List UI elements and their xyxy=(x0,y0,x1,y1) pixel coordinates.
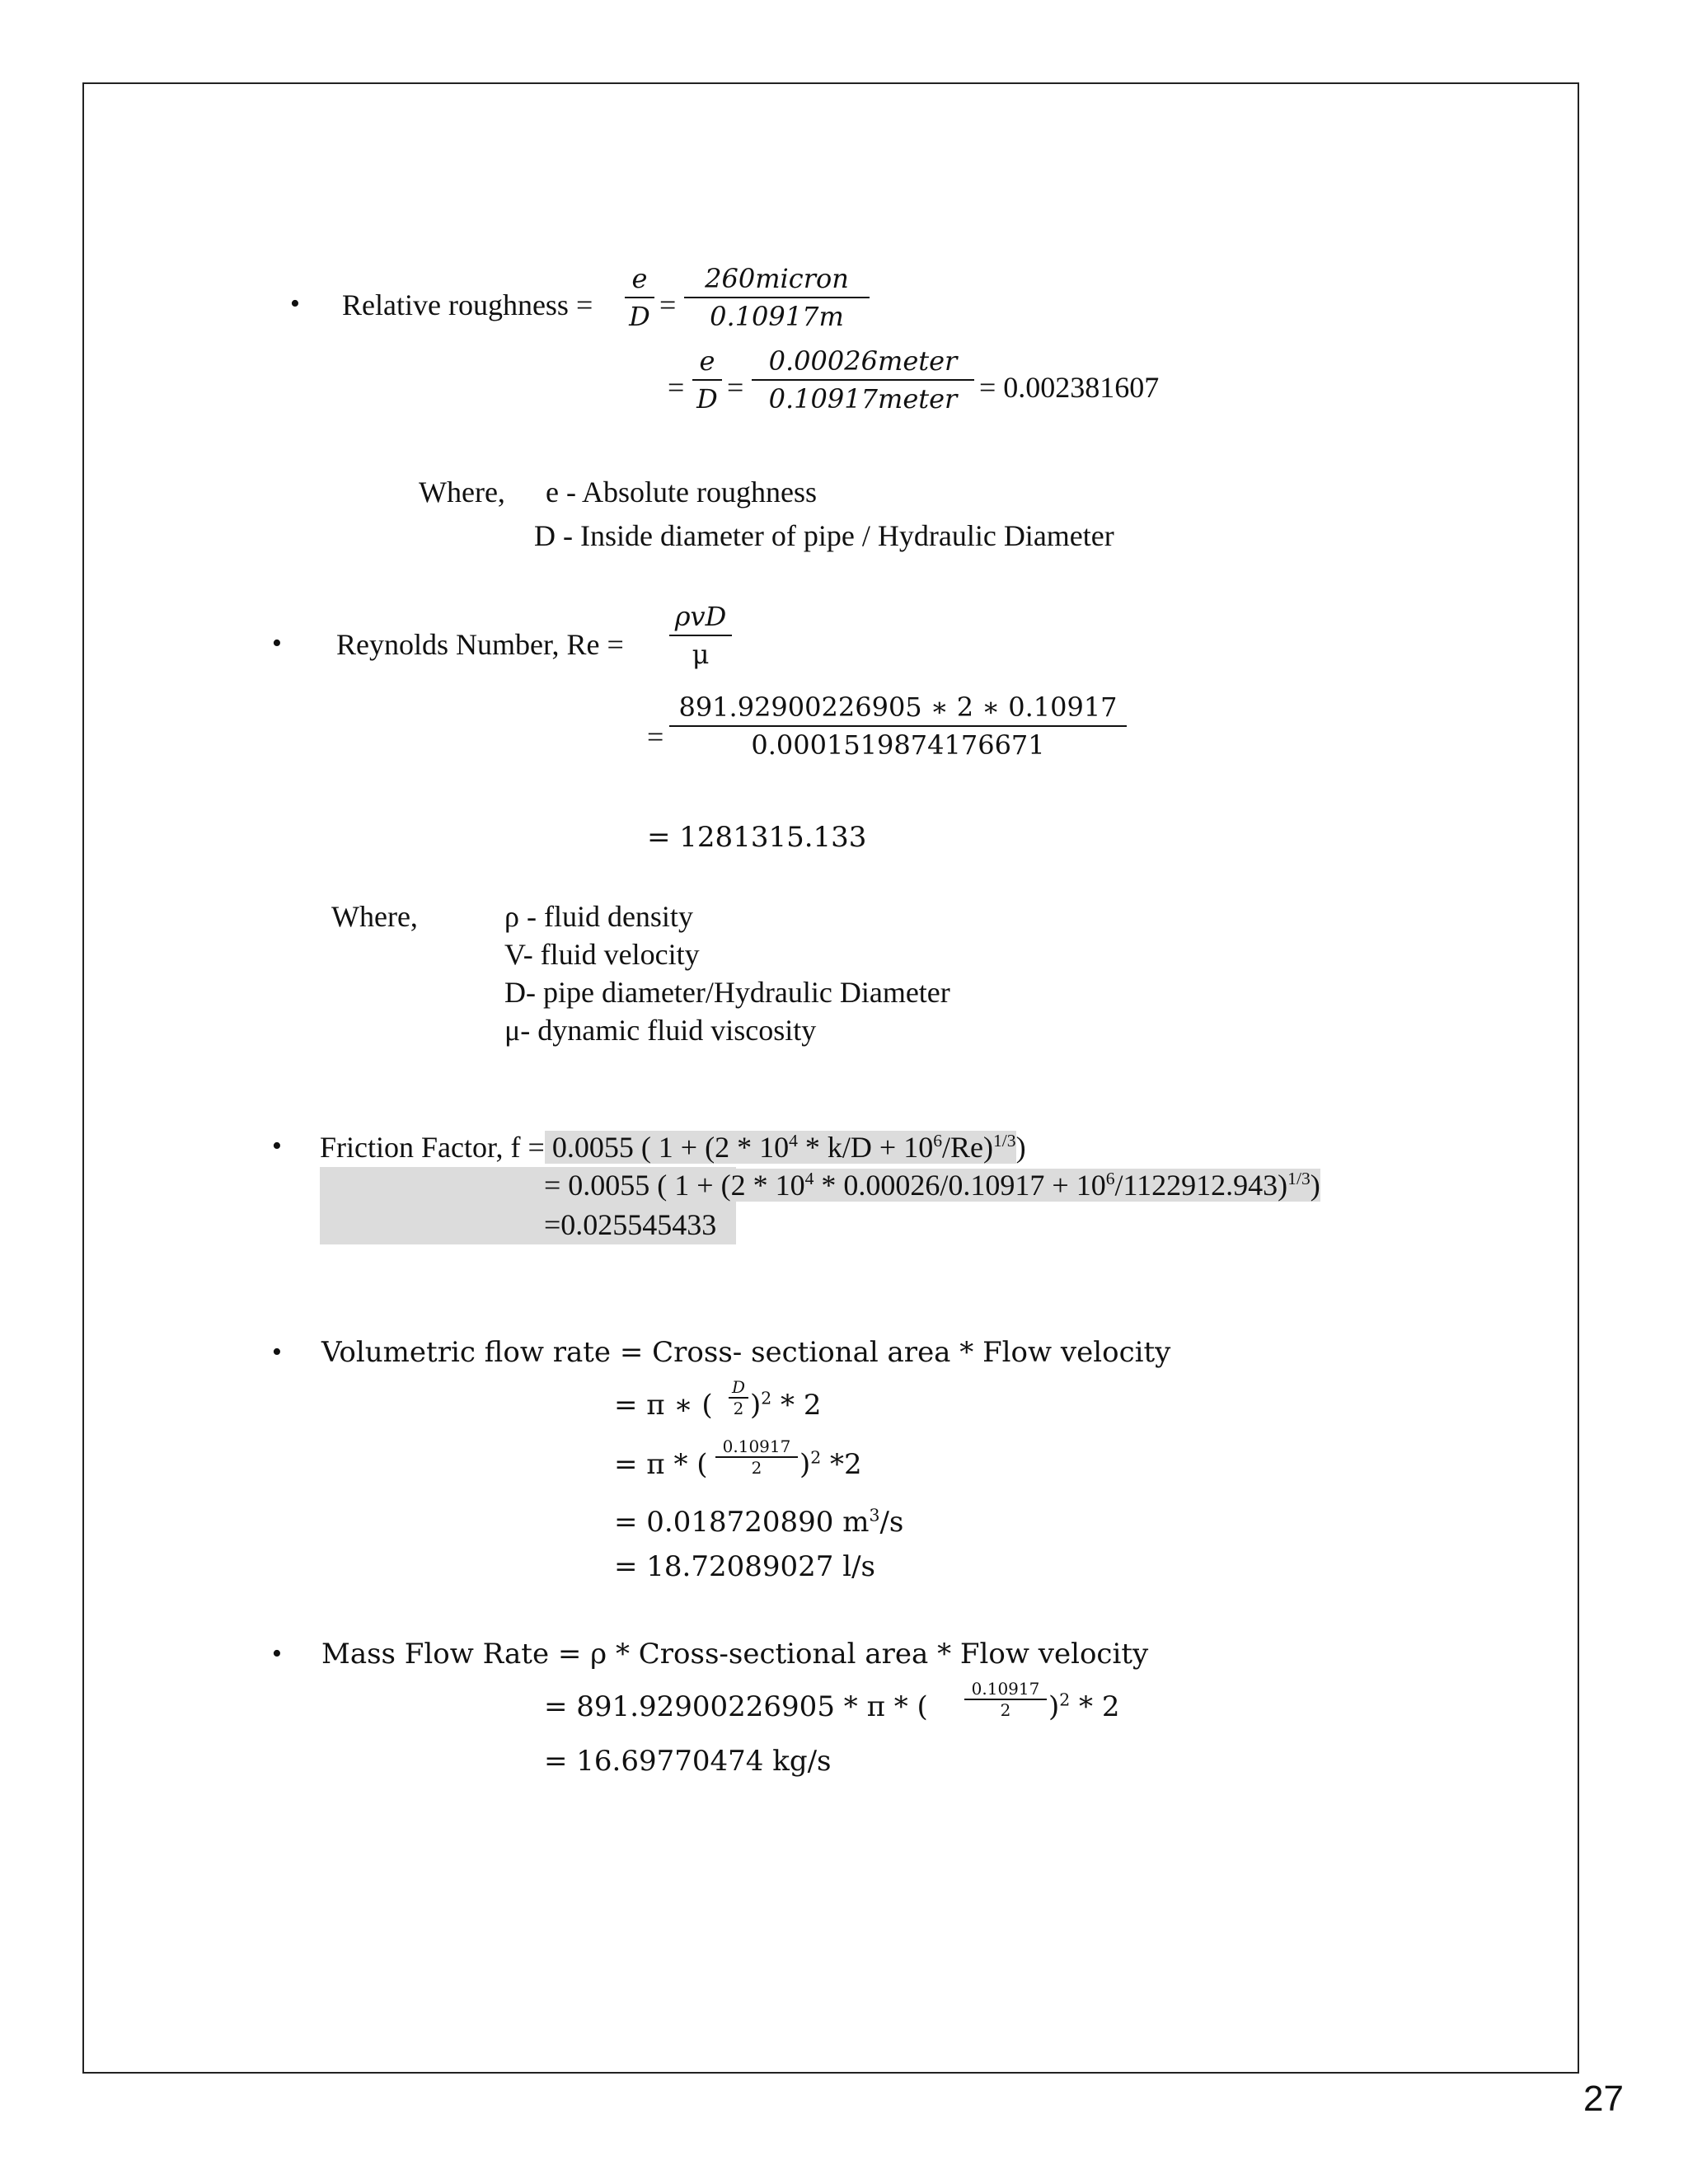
fraction-reynolds-calc: 891.92900226905 ∗ 2 ∗ 0.10917 0.0001519874176671 xyxy=(669,691,1127,762)
reynolds-def-viscosity: μ- dynamic fluid viscosity xyxy=(504,1014,817,1047)
friction-result: =0.025545433 xyxy=(544,1208,717,1241)
reynolds-def-velocity: V- fluid velocity xyxy=(504,938,700,971)
fraction-D-over-2: D 2 xyxy=(729,1378,748,1418)
fraction-meters: 0.00026meter 0.10917meter xyxy=(752,344,974,415)
friction-label: Friction Factor, f = xyxy=(320,1131,545,1164)
bullet: • xyxy=(272,1337,282,1367)
reynolds-def-density: ρ - fluid density xyxy=(504,900,693,933)
bullet: • xyxy=(290,288,300,319)
volumetric-line1: = π ∗ ( xyxy=(614,1389,713,1422)
reynolds-label: Reynolds Number, Re = xyxy=(336,628,624,661)
volumetric-line1-tail: )$^2$ * 2 xyxy=(750,1388,822,1422)
friction-line1: Friction Factor, f = 0.0055 ( $1 + (2 * 10^4 * k/D + 10^6/Re)^{1/3}$) xyxy=(320,1131,1026,1164)
fraction-0.10917-over-2: 0.10917 2 xyxy=(715,1437,798,1477)
equals-sign: = xyxy=(659,288,677,321)
relative-roughness-label: Relative roughness = xyxy=(342,288,593,321)
friction-line2: = 0.0055 ( $1 + (2 * 10^4 * 0.00026/0.10917 + 10^6/1122912.943)^{1/3}$) xyxy=(544,1169,1320,1202)
bullet: • xyxy=(272,1131,282,1161)
bullet: • xyxy=(272,1638,282,1669)
mass-line1-tail: )$^2$ * 2 xyxy=(1048,1690,1120,1723)
volumetric-line2-tail: )$^2$ *2 xyxy=(799,1447,862,1481)
where-D-definition: D - Inside diameter of pipe / Hydraulic Diameter xyxy=(534,519,1114,552)
page-number: 27 xyxy=(1583,2079,1624,2119)
where-e-definition: e - Absolute roughness xyxy=(546,476,817,509)
reynolds-result: = 1281315.133 xyxy=(647,821,867,854)
mass-line1: = 891.92900226905 * π * ( xyxy=(544,1690,928,1723)
where-label: Where, xyxy=(331,900,418,933)
equals-sign: = xyxy=(727,371,744,404)
volumetric-line3: = 0.018720890 $m^3/s$ xyxy=(614,1505,904,1539)
mass-result: = 16.69770474 kg/s xyxy=(544,1745,832,1778)
volumetric-label: Volumetric flow rate = Cross- sectional area * Flow velocity xyxy=(321,1336,1171,1369)
reynolds-def-diameter: D- pipe diameter/Hydraulic Diameter xyxy=(504,976,950,1009)
equals-sign: = xyxy=(668,371,685,404)
where-label: Where, xyxy=(419,476,505,509)
volumetric-line2: = π * ( xyxy=(614,1448,708,1481)
fraction-mass-0.10917-over-2: 0.10917 2 xyxy=(964,1680,1047,1719)
volumetric-line4: = 18.72089027 l/s xyxy=(614,1550,876,1583)
fraction-rho-v-D-over-mu: ρvD μ xyxy=(669,600,732,671)
relative-roughness-result: = 0.002381607 xyxy=(979,371,1160,404)
fraction-260micron: 260micron 0.10917m xyxy=(684,262,870,333)
mass-label: Mass Flow Rate = ρ * Cross-sectional area * Flow velocity xyxy=(321,1638,1149,1671)
fraction-e-over-D: e D xyxy=(625,262,654,333)
equals-sign: = xyxy=(647,720,664,753)
fraction-e-over-D-2: e D xyxy=(692,344,722,415)
bullet: • xyxy=(272,628,282,658)
